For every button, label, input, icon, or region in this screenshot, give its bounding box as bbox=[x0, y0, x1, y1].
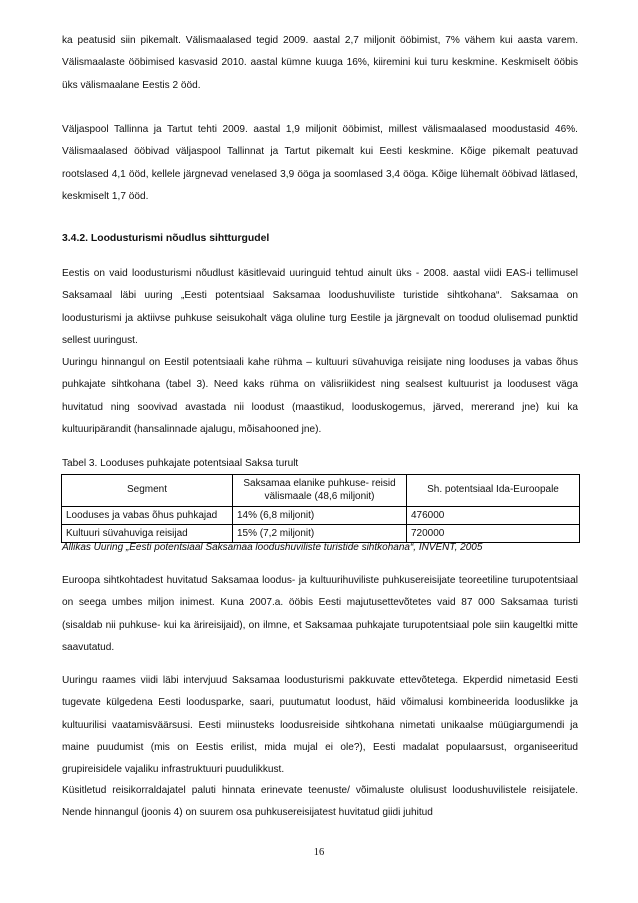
table-source: Allikas Uuring „Eesti potentsiaal Saksamaa loodushuviliste turistide sihtkohana“, INVENT, 2005 bbox=[62, 542, 483, 553]
header-share: Saksamaa elanike puhkuse- reisid välismaale (48,6 miljonit) bbox=[233, 475, 407, 507]
paragraph-market-potential: Euroopa sihtkohtadest huvitatud Saksamaa loodus- ja kultuurihuviliste puhkusereisijate teoreetiline turupotentsiaal on seega umbes miljon inimest. Kuna 2007.a. ööbis Eesti majutusettevõtetes vaid 87 000 Saksamaa turisti (sisaldab nii puhkuse- kui ka ärireisijaid), on ilmne, et Saksamaa puhkajate turupotentsiaal pole siin kaugeltki mitte saavutatud. bbox=[62, 575, 578, 653]
paragraph-target-groups: Uuringu hinnangul on Eestil potentsiaali kahe rühma – kultuuri süvahuviga reisijate ning looduses ja vabas õhus puhkajate sihtkohana (tabel 3). Need kaks rühma on välisriikidest ning sealsest kultuurist ja loodusest väga huvitatud ning soovivad avastada nii loodust (maastikud, looduskogemus, järved, mererand jne) kui ka kultuuripärandit (hansalinnade ajalugu, mõisahooned jne). bbox=[62, 357, 578, 435]
cell-potential: 476000 bbox=[407, 507, 580, 525]
table-caption: Tabel 3. Looduses puhkajate potentsiaal Saksa turult bbox=[62, 458, 299, 469]
paragraph-foreign-overnights: ka peatusid siin pikemalt. Välismaalased tegid 2009. aastal 2,7 miljonit ööbimist, 7% vähem kui aasta varem. Välismaalaste ööbimised kasvasid 2010. aastal kümne kuuga 16%, kiiremini kui turu keskmine. Keskmiselt ööbis üks välismaalane Eestis 2 ööd. bbox=[62, 35, 578, 91]
cell-potential: 720000 bbox=[407, 525, 580, 543]
cell-segment: Looduses ja vabas õhus puhkajad bbox=[62, 507, 233, 525]
table-row bbox=[62, 507, 580, 525]
potential-table bbox=[61, 474, 580, 543]
paragraph-survey: Küsitletud reisikorraldajatel paluti hinnata erinevate teenuste/ võimaluste olulisust loodushuvilistele reisijatele. Nende hinnangul (joonis 4) on suurem osa puhkusereisijatest huvitatud giidi juhitud bbox=[62, 785, 578, 819]
table-header-row bbox=[62, 475, 580, 507]
section-heading: 3.4.2. Loodusturismi nõudlus sihtturgudel bbox=[62, 233, 270, 244]
cell-segment: Kultuuri süvahuviga reisijad bbox=[62, 525, 233, 543]
paragraph-interviews: Uuringu raames viidi läbi intervjuud Saksamaa loodusturismi pakkuvate ettevõtetega. Ekperdid nimetasid Eesti tugevate külgedena Eesti loodusparke, saari, puutumatut loodust, häid võimalusi kombineerida looduslikke ja kultuurilisi vaatamisväärsusi. Eesti miinusteks loodusreiside sihtkohana nimetati unikaalse müügiargumendi ja maine puudumist (mis on Eestis erilist, mida mujal ei ole?), Eesti madalat populaarsust, organiseeritud grupireisidele vajaliku infrastruktuuri puudulikkust. bbox=[62, 675, 578, 776]
header-potential: Sh. potentsiaal Ida-Euroopale bbox=[407, 475, 580, 507]
header-segment: Segment bbox=[62, 475, 233, 507]
table-row bbox=[62, 525, 580, 543]
page-number: 16 bbox=[313, 847, 325, 858]
paragraph-demand-study: Eestis on vaid loodusturismi nõudlust käsitlevaid uuringuid tehtud ainult üks - 2008. aastal viidi EAS-i tellimusel Saksamaal läbi uuring „Eesti potentsiaal Saksamaa loodushuviliste turistide sihtkohana“. Saksamaa on loodusturismi ja aktiivse puhkuse seisukohalt väga oluline turg Eestile ja järgnevalt on toodud olulisemad punktid sellest uuringust. bbox=[62, 268, 578, 346]
paragraph-outside-tallinn-tartu: Väljaspool Tallinna ja Tartut tehti 2009. aastal 1,9 miljonit ööbimist, millest välismaalased moodustasid 46%. Välismaalased ööbivad väljaspool Tallinnat ja Tartut pikemalt kui Eesti keskmine. Kõige pikemalt peatuvad rootslased 4,1 ööd, kellele järgnevad venelased 3,9 ööga ja soomlased 3,4 ööga. Kõige lühemalt ööbivad lätlased, keskmiselt 1,7 ööd. bbox=[62, 124, 578, 202]
cell-share: 15% (7,2 miljonit) bbox=[233, 525, 407, 543]
cell-share: 14% (6,8 miljonit) bbox=[233, 507, 407, 525]
